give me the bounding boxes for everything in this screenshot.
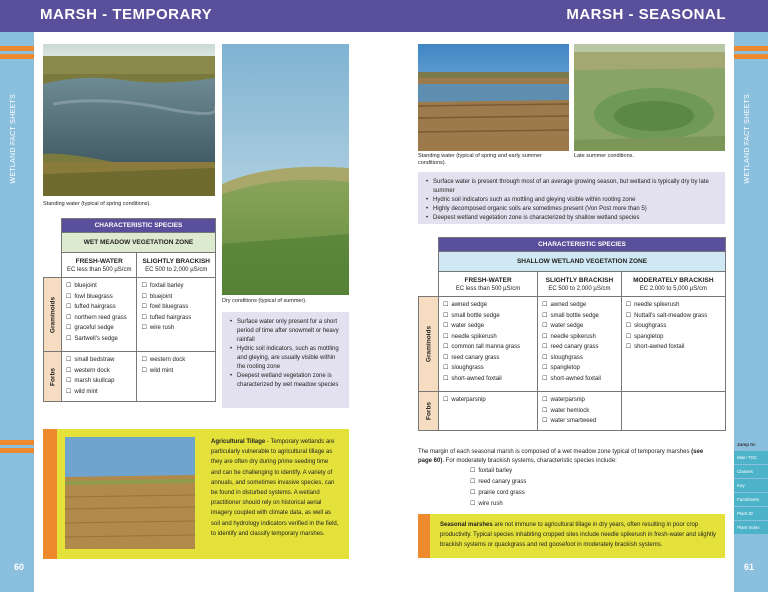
right-table-zone: SHALLOW WETLAND VEGETATION ZONE [439, 252, 726, 272]
agricultural-tillage-text: Agricultural Tillage - Temporary wetlands are particularly vulnerable to agricultural tillage as they are often dry during prime seeding time and can be challenging to identify. A variety of annuals, and sometimes invasive species, can be found in disturbed systems. A wetland practitioner should rely on historical aerial imagery coupled with climate data, as well as soil and hydrology indicators verified in the field, to identify and classify temporary marshes. [211, 439, 339, 537]
right-page-number: 61 [743, 562, 754, 572]
species-list: ☐ small bedstraw ☐ western dock ☐ marsh skullcap ☐ wild mint [62, 352, 136, 400]
right-col-moderately-brackish: MODERATELY BRACKISH EC 2,000 to 5,000 µS/cm [621, 272, 725, 297]
species-list: ☐ bluejoint ☐ fowl bluegrass ☐ tufted hairgrass ☐ northern reed grass ☐ graceful sedge ☐ Sartwell's sedge [62, 278, 136, 347]
row-label: Graminoids [419, 297, 439, 392]
left-col-slightly-brackish: SLIGHTLY BRACKISH EC 500 to 2,000 µS/cm [137, 253, 216, 278]
agricultural-tillage-box [43, 429, 349, 559]
left-orange-accent [0, 46, 34, 62]
bullet: • Deepest wetland vegetation zone is characterized by shallow wetland species [426, 214, 719, 223]
right-photo2-caption: Late summer conditions. [574, 153, 634, 159]
right-species-table [418, 237, 726, 431]
jump-to-heading: Jump to: [737, 442, 756, 447]
jump-to-nav [734, 440, 768, 535]
bullet: • Surface water is present through most of an average growing season, but wetland is typically dry by late summer [426, 178, 719, 196]
jump-classes[interactable]: Classes [734, 465, 768, 478]
bullet: • Highly decomposed organic soils are sometimes present (Von Post more than 5) [426, 205, 719, 214]
right-col-slightly-brackish: SLIGHTLY BRACKISH EC 500 to 2,000 µS/cm [538, 272, 622, 297]
right-photo1-caption: Standing water (typical of spring and early summer conditions). [418, 153, 542, 166]
left-row-graminoids [44, 278, 216, 352]
right-orange-tab [418, 514, 430, 558]
left-orange-accent-lower [0, 440, 34, 456]
row-label: Forbs [44, 352, 62, 402]
jump-main-toc[interactable]: Main TOC [734, 451, 768, 464]
photo-dry-summer [222, 44, 349, 295]
jump-factsheets[interactable]: Factsheets [734, 493, 768, 506]
right-orange-accent [734, 46, 768, 62]
species-list: ☐ waterparsnip ☐ water hemlock ☐ water smartweed [538, 392, 621, 430]
bullet: • Surface water only present for a short period of time after snowmelt or heavy rainfall [230, 318, 343, 345]
photo-standing-water-spring [43, 44, 215, 196]
jump-plant-id[interactable]: Plant ID [734, 507, 768, 520]
left-table-zone: WET MEADOW VEGETATION ZONE [62, 233, 216, 253]
right-side-label: WETLAND FACT SHEETS [744, 94, 751, 184]
right-row-forbs [419, 392, 726, 431]
left-col-freshwater: FRESH-WATER EC less than 500 µS/cm [62, 253, 137, 278]
left-side-strip [0, 32, 34, 592]
left-species-table [43, 218, 216, 402]
photo-tilled-field [65, 437, 195, 549]
jump-key[interactable]: Key [734, 479, 768, 492]
photo-standing-water-spring-early-summer [418, 44, 569, 151]
right-header-bar [384, 0, 768, 32]
left-header-bar [0, 0, 384, 32]
seasonal-tillage-box [418, 514, 725, 558]
species-list: ☐ awned sedge ☐ small bottle sedge ☐ water sedge ☐ needle spikerush ☐ reed canary grass ☐ sloughgrass ☐ spangletop ☐ short-awned foxtail [538, 297, 621, 387]
left-row-forbs [44, 352, 216, 402]
species-list: ☐ foxtail barley ☐ bluejoint ☐ fowl bluegrass ☐ tufted hairgrass ☐ wire rush [137, 278, 215, 337]
right-col-freshwater: FRESH-WATER EC less than 500 µS/cm [439, 272, 538, 297]
left-page-title: MARSH - TEMPORARY [40, 6, 213, 23]
species-list: ☐ waterparsnip [439, 392, 537, 409]
photo2-caption: Dry conditions (typical of summer). [222, 298, 307, 304]
left-side-label: WETLAND FACT SHEETS [10, 94, 17, 184]
photo1-caption: Standing water (typical of spring conditions). [43, 201, 151, 207]
species-list: ☐ needle spikerush ☐ Nuttall's salt-meadow grass ☐ sloughgrass ☐ spangletop ☐ short-awned foxtail [622, 297, 725, 356]
species-list: ☐ awned sedge ☐ small bottle sedge ☐ water sedge ☐ needle spikerush ☐ common tall manna grass ☐ reed canary grass ☐ sloughgrass ☐ short-awned foxtail [439, 297, 537, 387]
row-label: Forbs [419, 392, 439, 431]
right-characteristics-box [418, 172, 725, 224]
left-characteristics-box [222, 312, 349, 408]
right-page-title: MARSH - SEASONAL [566, 6, 726, 23]
left-page-number: 60 [14, 562, 25, 572]
bullet: • Hydric soil indicators such as mottling and gleying visible within rooting zone [426, 196, 719, 205]
seasonal-tillage-text: Seasonal marshes are not immune to agricultural tillage in dry years, often resulting in poor crop productivity. Typical species inhabiting cropped sites include needle spikerush in fresh-water and slightly brackish systems or quackgrass and red goosefoot in moderately brackish systems. [440, 522, 716, 548]
species-list: ☐ western dock ☐ wild mint [137, 352, 215, 379]
margin-paragraph: The margin of each seasonal marsh is composed of a wet meadow zone typical of temporary marshes (see page 60). For moderately brackish systems, characteristic species include: [418, 449, 704, 464]
right-table-title: CHARACTERISTIC SPECIES [439, 238, 726, 252]
right-row-graminoids [419, 297, 726, 392]
bullet: • Hydric soil indicators, such as mottling and gleying, are usually visible within the rooting zone [230, 345, 343, 372]
left-table-title: CHARACTERISTIC SPECIES [62, 219, 216, 233]
photo-late-summer [574, 44, 725, 151]
margin-species-list: ☐ foxtail barley ☐ reed canary grass ☐ prairie cord grass ☐ wire rush [470, 466, 526, 510]
row-label: Graminoids [44, 278, 62, 352]
jump-plant-index[interactable]: Plant Index [734, 521, 768, 534]
left-orange-tab [43, 429, 57, 559]
page-reference: (see page 60) [418, 449, 704, 464]
bullet: • Deepest wetland vegetation zone is characterized by wet meadow species [230, 372, 343, 390]
